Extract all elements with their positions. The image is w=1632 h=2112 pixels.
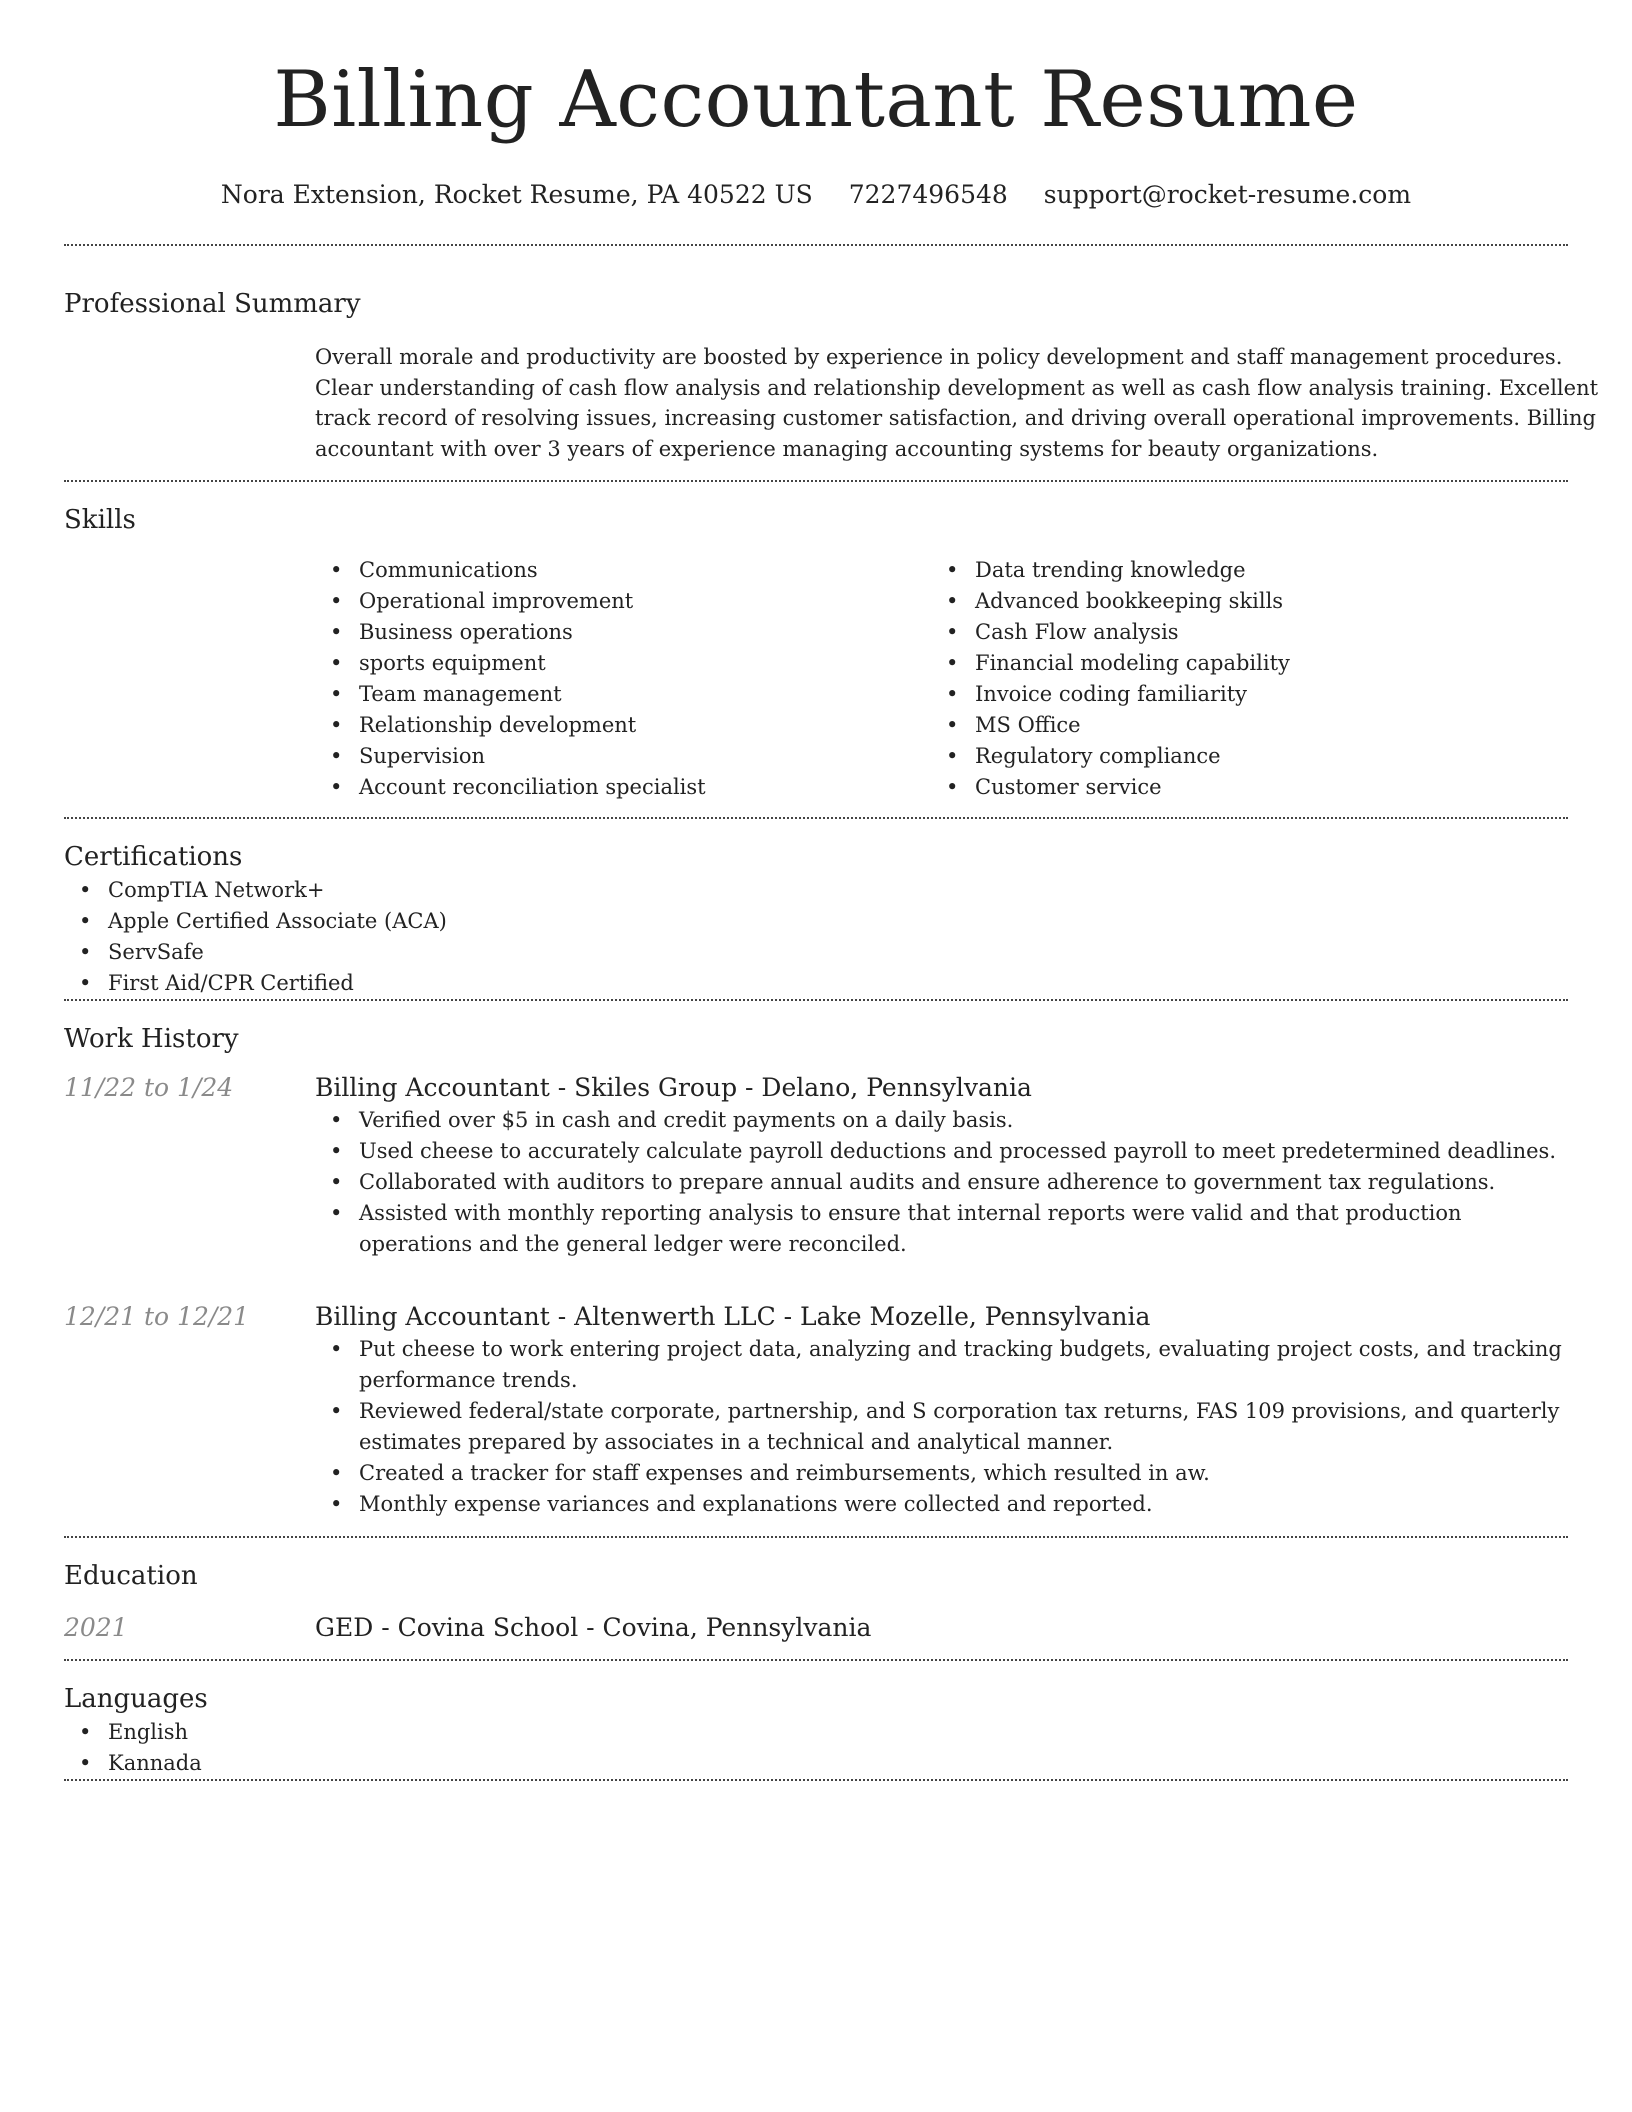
list-item: • Kannada xyxy=(64,1748,1568,1779)
job-entry xyxy=(64,1071,1568,1260)
summary-text: Overall morale and productivity are boosted by experience in policy development and staff management procedures. Clear understanding of cash flow analysis and relationship development as well as cash flow analysis training. Excellent track record of resolving issues, increasing customer satisfaction, and driving overall operational improvements. Billing accountant with over 3 years of experience managing accounting systems for beauty organizations. xyxy=(315,345,1599,461)
list-item: • Apple Certified Associate (ACA) xyxy=(64,906,1568,937)
list-item: • Data trending knowledge xyxy=(931,555,1547,586)
divider xyxy=(64,1779,1568,1781)
skills-section xyxy=(64,482,1568,803)
education-section xyxy=(64,1538,1568,1645)
job-bullets xyxy=(315,1334,1566,1520)
education-details: GED - Covina School - Covina, Pennsylvania xyxy=(315,1613,872,1642)
summary-heading: Professional Summary xyxy=(64,289,361,319)
list-item: • Financial modeling capability xyxy=(931,648,1547,679)
list-item: • Put cheese to work entering project data, analyzing and tracking budgets, evaluating project costs, and tracking performance trends. xyxy=(315,1334,1566,1396)
summary-section xyxy=(64,246,1599,464)
list-item: • sports equipment xyxy=(315,648,931,679)
job-entry xyxy=(64,1300,1568,1520)
list-item: • Operational improvement xyxy=(315,586,931,617)
list-item: • Communications xyxy=(315,555,931,586)
languages-heading: Languages xyxy=(64,1684,208,1714)
list-item: • Reviewed federal/state corporate, partnership, and S corporation tax returns, FAS 109 provisions, and quarterly estimates prepared by associates in a technical and analytical manner. xyxy=(315,1396,1566,1458)
list-item: • Relationship development xyxy=(315,710,931,741)
list-item: • Monthly expense variances and explanations were collected and reported. xyxy=(315,1489,1566,1520)
list-item: • Advanced bookkeeping skills xyxy=(931,586,1547,617)
job-dates: 11/22 to 1/24 xyxy=(64,1073,234,1102)
list-item: • Used cheese to accurately calculate payroll deductions and processed payroll to meet predetermined deadlines. xyxy=(315,1136,1566,1167)
job-details xyxy=(315,1071,1566,1260)
certifications-heading: Certifications xyxy=(64,842,243,872)
list-item: • CompTIA Network+ xyxy=(64,875,1568,906)
languages-list xyxy=(64,1717,1568,1779)
contact-address: Nora Extension, Rocket Resume, PA 40522 US xyxy=(220,180,813,209)
list-item: • Verified over $5 in cash and credit payments on a daily basis. xyxy=(315,1105,1566,1136)
job-title: Billing Accountant - Altenwerth LLC - Lake Mozelle, Pennsylvania xyxy=(315,1302,1151,1331)
job-dates: 12/21 to 12/21 xyxy=(64,1302,250,1331)
education-year: 2021 xyxy=(64,1613,128,1642)
list-item: • MS Office xyxy=(931,710,1547,741)
skills-left-column xyxy=(315,555,931,803)
list-item: • Collaborated with auditors to prepare annual audits and ensure adherence to government tax regulations. xyxy=(315,1167,1566,1198)
list-item: • Created a tracker for staff expenses and reimbursements, which resulted in aw. xyxy=(315,1458,1566,1489)
work-history-section xyxy=(64,1001,1568,1536)
contact-phone: 7227496548 xyxy=(848,180,1008,209)
work-history-heading: Work History xyxy=(64,1024,239,1054)
job-title: Billing Accountant - Skiles Group - Delano, Pennsylvania xyxy=(315,1073,1032,1102)
job-bullets xyxy=(315,1105,1566,1260)
contact-email: support@rocket-resume.com xyxy=(1043,180,1412,209)
list-item: • English xyxy=(64,1717,1568,1748)
list-item: • ServSafe xyxy=(64,937,1568,968)
job-details xyxy=(315,1300,1566,1520)
contact-line xyxy=(64,178,1568,212)
education-heading: Education xyxy=(64,1561,198,1591)
list-item: • Account reconciliation specialist xyxy=(315,772,931,803)
skills-grid xyxy=(315,555,1568,803)
list-item: • Cash Flow analysis xyxy=(931,617,1547,648)
list-item: • Regulatory compliance xyxy=(931,741,1547,772)
list-item: • Team management xyxy=(315,679,931,710)
languages-section xyxy=(64,1661,1568,1779)
list-item: • Assisted with monthly reporting analysis to ensure that internal reports were valid and that production operations and the general ledger were reconciled. xyxy=(315,1198,1566,1260)
certifications-list xyxy=(64,875,1568,999)
list-item: • Customer service xyxy=(931,772,1547,803)
list-item: • First Aid/CPR Certified xyxy=(64,968,1568,999)
list-item: • Supervision xyxy=(315,741,931,772)
skills-right-column xyxy=(931,555,1547,803)
education-entry xyxy=(64,1611,1568,1645)
resume-title: Billing Accountant Resume xyxy=(273,55,1359,145)
certifications-section xyxy=(64,819,1568,999)
list-item: • Business operations xyxy=(315,617,931,648)
skills-heading: Skills xyxy=(64,505,136,535)
list-item: • Invoice coding familiarity xyxy=(931,679,1547,710)
